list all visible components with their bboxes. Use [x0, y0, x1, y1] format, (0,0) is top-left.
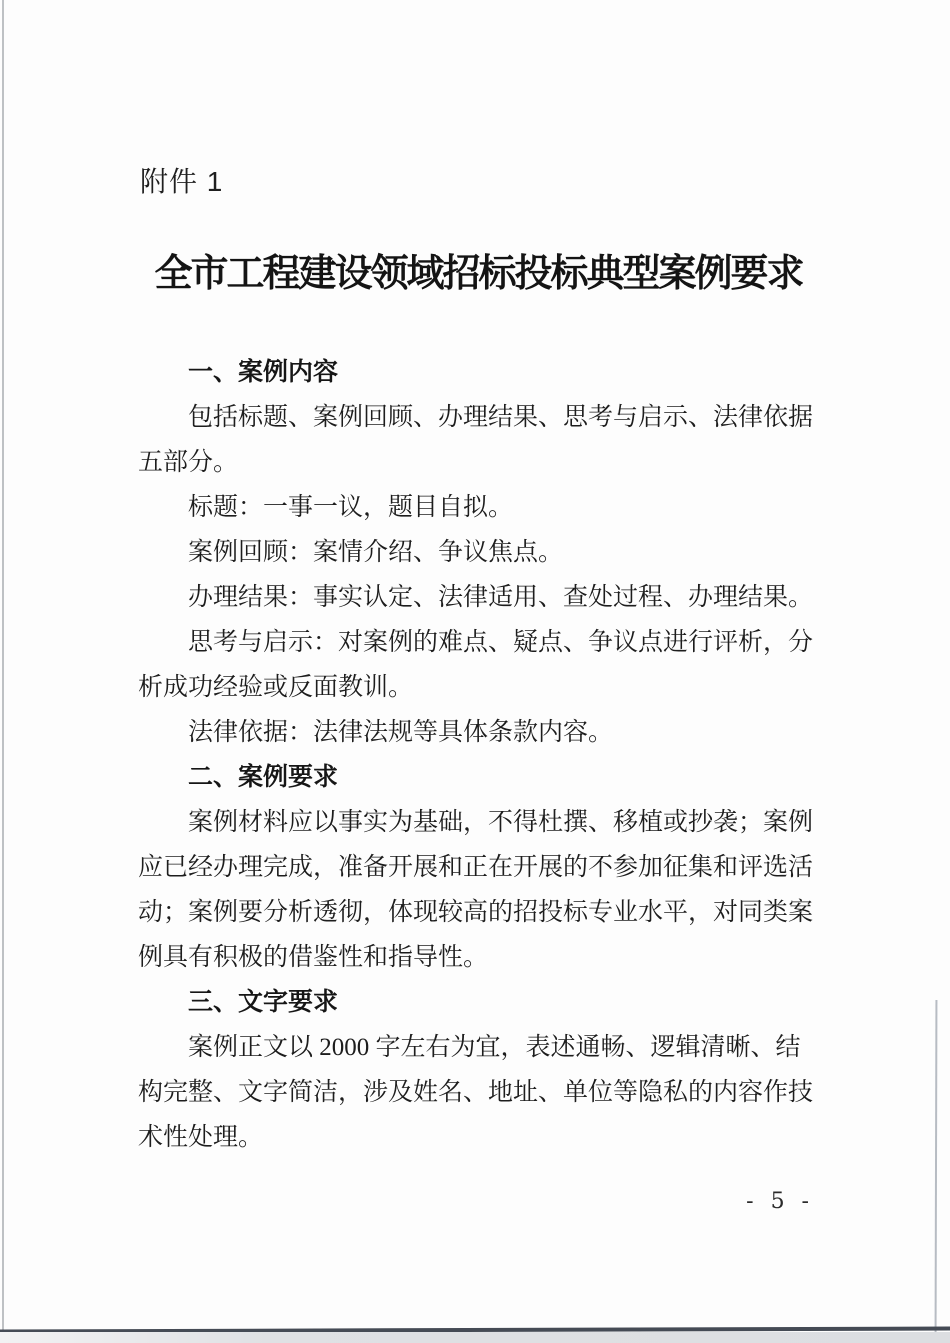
body-text-line: 析成功经验或反面教训。 — [138, 674, 414, 701]
section-heading: 二、案例要求 — [188, 763, 339, 791]
body-text-line: 思考与启示：对案例的难点、疑点、争议点进行评析，分 — [188, 629, 814, 656]
scan-edge-left — [2, 0, 4, 1343]
page-number: - 5 - — [746, 1189, 814, 1214]
body-text-line: 术性处理。 — [138, 1124, 264, 1151]
section-heading: 一、案例内容 — [188, 358, 339, 386]
body-text-line: 包括标题、案例回顾、办理结果、思考与启示、法律依据 — [188, 404, 814, 431]
body-text-line: 标题：一事一议，题目自拟。 — [188, 494, 514, 521]
document-title: 全市工程建设领域招标投标典型案例要求 — [154, 253, 803, 295]
body-text-line: 构完整、文字简洁，涉及姓名、地址、单位等隐私的内容作技 — [138, 1079, 814, 1106]
attachment-label: 附件 1 — [140, 166, 224, 197]
body-text-line: 法律依据：法律法规等具体条款内容。 — [188, 719, 614, 746]
body-text-line: 五部分。 — [138, 449, 239, 476]
body-text-line: 案例回顾：案情介绍、争议焦点。 — [188, 539, 564, 566]
document-body — [138, 350, 819, 1160]
body-text-line: 例具有积极的借鉴性和指导性。 — [138, 944, 489, 971]
scan-edge-right — [935, 1000, 938, 1332]
body-text-line: 办理结果：事实认定、法律适用、查处过程、办理结果。 — [188, 584, 814, 611]
section-heading: 三、文字要求 — [188, 988, 339, 1016]
body-text-line: 动；案例要分析透彻，体现较高的招投标专业水平，对同类案 — [138, 899, 814, 926]
body-text-line: 案例材料应以事实为基础，不得杜撰、移植或抄袭；案例 — [188, 809, 814, 836]
body-text-line: 应已经办理完成，准备开展和正在开展的不参加征集和评选活 — [138, 854, 814, 881]
body-text-line: 案例正文以 2000 字左右为宜，表述通畅、逻辑清晰、结 — [188, 1034, 801, 1061]
scan-edge-bottom-fill — [0, 1332, 950, 1343]
